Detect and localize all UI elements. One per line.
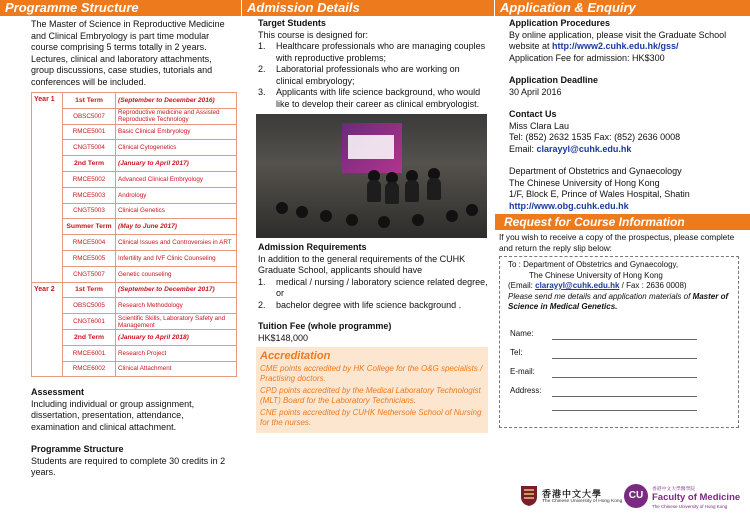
course-code: CNGT5003 [63,203,116,219]
accreditation-item: CME points accredited by HK College for the O&G specialists / Practising doctors. [260,364,483,383]
schedule-course-row [32,361,237,377]
programme-structure-column [0,0,241,527]
tuition-fee-value: HK$148,000 [258,332,309,343]
address-field-line2[interactable] [552,410,697,411]
term-name: 1st Term [63,282,116,298]
programme-structure-text: Students are required to complete 30 credits in 2 years. [31,455,226,478]
schedule-year-label: Year 2 [32,282,63,377]
name-field[interactable] [552,339,697,340]
tuition-fee-title: Tuition Fee (whole programme) [258,321,392,331]
programme-structure-header: Programme Structure [0,0,241,16]
target-item: 2. Laboratorial professionals who are working on clinical embryology; [258,64,460,86]
cuhk-chinese-name: 香港中文大學 [542,489,603,499]
term-name: 2nd Term [63,329,116,345]
request-info-header: Request for Course Information [495,214,750,230]
name-label: Name: [510,329,534,338]
application-procedures-text: By online application, please visit the Graduate School website at [509,29,727,51]
course-name: Scientific Skills, Laboratory Safety and Management [116,314,237,330]
slip-email-prefix: (Email: [508,281,533,290]
admission-requirements-title: Admission Requirements [258,242,367,252]
application-deadline-title: Application Deadline [509,75,599,85]
course-code: OBSC5005 [63,298,116,314]
course-code: RMCE6001 [63,345,116,361]
slip-send-text: Please send me details and application materials of [508,291,691,301]
course-name: Reproductive medicine and Assisted Reproductive Technology [116,108,237,124]
schedule-course-row [32,203,237,219]
assessment-title: Assessment [31,387,85,398]
target-students-section [242,16,494,110]
course-code: OBSC5007 [63,108,116,124]
course-name: Research Project [116,345,237,361]
application-enquiry-column [495,0,750,527]
schedule-course-row [32,345,237,361]
course-name: Clinical Attachment [116,361,237,377]
requirement-item: 1. medical / nursing / laboratory science related degree, or [258,276,488,298]
course-code: CNGT5004 [63,140,116,156]
target-item: 3. Applicants with life science background, who would like to develop their career as clinical embryologist. [258,87,481,109]
term-dates: (September to December 2016) [116,93,237,109]
graduate-school-link[interactable]: http://www2.cuhk.edu.hk/gss/ [552,41,679,51]
schedule-course-row [32,314,237,330]
course-code: RMCE5005 [63,250,116,266]
schedule-term-row [32,219,237,235]
schedule-course-row [32,266,237,282]
course-schedule-table [31,92,237,377]
email-field[interactable] [552,377,697,378]
schedule-course-row [32,140,237,156]
schedule-course-row [32,171,237,187]
schedule-course-row [32,124,237,140]
course-code: RMCE5001 [63,124,116,140]
schedule-term-row [32,156,237,172]
slip-email-link[interactable]: clarayyl@cuhk.edu.hk [535,281,620,290]
term-dates: (May to June 2017) [116,219,237,235]
university-name: The Chinese University of Hong Kong [509,177,660,188]
schedule-course-row [32,250,237,266]
application-section [495,16,750,212]
accreditation-item: CPD points accredited by the Medical Laboratory Technologist (MLT) Board for the Laboratory Technicians. [260,386,481,405]
course-name: Clinical Genetics [116,203,237,219]
faculty-chinese-name: 香港中文大學醫學院 [652,487,696,492]
slip-fax: / Fax : 2636 0008) [621,281,687,290]
term-dates: (January to April 2018) [116,329,237,345]
schedule-year-label: Year 1 [32,93,63,283]
target-students-title: Target Students [258,18,326,28]
contact-tel: Tel: (852) 2632 1535 Fax: (852) 2636 0008 [509,132,681,142]
programme-structure-title: Programme Structure [31,444,124,455]
admission-requirements-intro: In addition to the general requirements of the CUHK Graduate School, applicants should have [258,253,466,275]
address-label: Address: [510,386,542,395]
schedule-term-row [32,329,237,345]
accreditation-item: CNE points accredited by CUHK Nethersole School of Nursing for the nurses. [260,408,482,427]
course-code: RMCE6002 [63,361,116,377]
address-field-line1[interactable] [552,396,697,397]
course-code: RMCE5002 [63,171,116,187]
application-deadline-value: 30 April 2016 [509,86,562,97]
course-code: CNGT5007 [63,266,116,282]
department-address: 1/F, Block E, Prince of Wales Hospital, Shatin [509,189,690,199]
schedule-course-row [32,298,237,314]
course-code: RMCE5003 [63,187,116,203]
slip-to: To : Department of Obstetrics and Gynaecology, [508,260,679,269]
request-info-text: If you wish to receive a copy of the prospectus, please complete and return the reply slip below: [499,232,735,253]
cu-medicine-logo-icon: CU [624,484,648,508]
application-enquiry-header: Application & Enquiry [495,0,750,16]
programme-intro: The Master of Science in Reproductive Medicine and Clinical Embryology is part time modular course comprising 5 terms totally in 2 years. Lectures, clinical and laboratory attachments, group discussions, case studies, tutorials and conferences will be included. [31,19,225,87]
application-fee: Application Fee for admission: HK$300 [509,52,665,63]
admission-details-column [242,0,494,527]
term-name: 1st Term [63,93,116,109]
contact-email-label: Email: [509,143,535,154]
course-name: Research Methodology [116,298,237,314]
seminar-photo [256,114,487,238]
course-name: Clinical Issues and Controversies in ART [116,235,237,251]
department-name: Department of Obstetrics and Gynaecology [509,166,682,176]
application-procedures-title: Application Procedures [509,18,611,28]
tel-label: Tel: [510,348,523,357]
schedule-term-row [32,282,237,298]
course-name: Infertility and IVF Clinic Counseling [116,250,237,266]
course-name: Clinical Cytogenetics [116,140,237,156]
term-dates: (January to April 2017) [116,156,237,172]
assessment-section [0,377,241,479]
cuhk-english-name: The Chinese University of Hong Kong [542,499,623,504]
course-name: Genetic counseling [116,266,237,282]
slip-university: The Chinese University of Hong Kong [529,270,663,280]
term-name: Summer Term [63,219,116,235]
tel-field[interactable] [552,358,697,359]
cuhk-crest-icon [520,485,538,507]
faculty-of-medicine-name: Faculty of Medicine [652,492,741,503]
projector-screen [342,123,402,173]
accreditation-box [256,347,488,433]
faculty-university-name: The Chinese University of Hong Kong [652,504,728,509]
schedule-term-row [32,93,237,109]
course-name: Basic Clinical Embryology [116,124,237,140]
contact-title: Contact Us [509,109,557,119]
term-name: 2nd Term [63,156,116,172]
schedule-course-row [32,235,237,251]
contact-name: Miss Clara Lau [509,120,570,131]
course-name: Andrology [116,187,237,203]
schedule-course-row [32,108,237,124]
course-name: Advanced Clinical Embryology [116,171,237,187]
accreditation-title: Accreditation [260,350,331,362]
target-students-intro: This course is designed for: [258,29,369,40]
course-code: CNGT6001 [63,314,116,330]
email-label: E-mail: [510,367,535,376]
course-code: RMCE5004 [63,235,116,251]
target-item: 1. Healthcare professionals who are managing couples with reproductive problems; [258,41,486,63]
term-dates: (September to December 2017) [116,282,237,298]
footer-logos [520,483,745,523]
schedule-course-row [32,187,237,203]
contact-email-link[interactable]: clarayyl@cuhk.edu.hk [536,143,632,154]
reply-slip [499,256,739,428]
admission-details-header: Admission Details [242,0,494,16]
assessment-text: Including individual or group assignment, dissertation, presentation, attendance, examination and clinical attachment. [31,398,195,432]
requirement-item: 2. bachelor degree with life science background . [258,299,462,310]
slip-programme-name: Master of Science in Medical Genetics. [508,291,729,311]
department-link[interactable]: http://www.obg.cuhk.edu.hk [509,200,629,211]
admission-requirements-section [242,238,494,344]
